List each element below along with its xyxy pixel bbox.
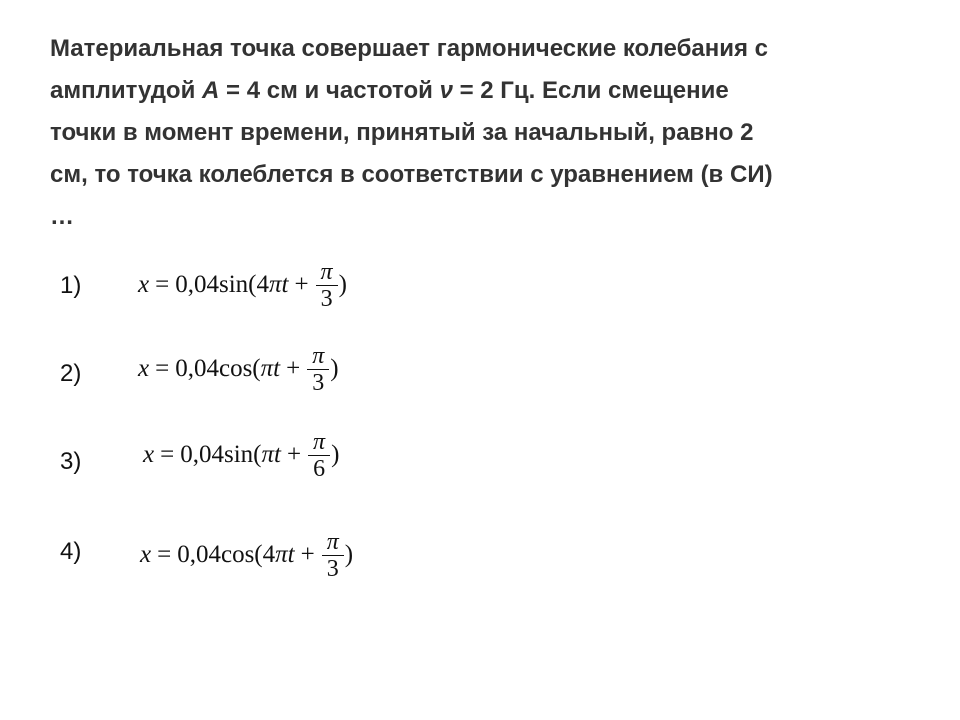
formula-pi-t: πt (260, 355, 281, 382)
question-text (50, 28, 930, 238)
formula-plus: + (286, 355, 301, 382)
option-number: 3) (60, 448, 82, 475)
formula-amplitude: 0,04 (177, 541, 221, 568)
formula-coefficient: 4 (256, 271, 269, 298)
formula-pi-t: πt (268, 271, 289, 298)
frequency-symbol: ν (439, 77, 453, 104)
question-line-2-part-c: = 2 Гц. Если смещение (452, 77, 729, 104)
answer-option-2[interactable] (0, 332, 960, 412)
answer-option-4[interactable] (0, 512, 960, 592)
question-line-4: см, то точка колеблется в соответствии с уравнением (в СИ) (50, 161, 773, 188)
formula-equals: = (160, 441, 175, 468)
formula-function: sin( (223, 441, 262, 468)
formula-equals: = (155, 355, 170, 382)
question-line-2 (50, 70, 930, 112)
question-line-1: Материальная точка совершает гармонические колебания с (50, 35, 769, 62)
option-formula (140, 520, 353, 590)
formula-function: sin( (218, 271, 257, 298)
formula-plus: + (294, 271, 309, 298)
question-line-3: точки в момент времени, принятый за начальный, равно 2 (50, 119, 754, 146)
formula-pi-t: πt (261, 441, 281, 468)
formula-lhs: x (138, 355, 150, 382)
formula-equals: = (157, 541, 172, 568)
formula-lhs: x (143, 441, 155, 468)
formula-function: cos( (218, 355, 261, 382)
formula-fraction (308, 429, 330, 482)
formula-lhs: x (138, 271, 150, 298)
formula-fraction (307, 343, 329, 396)
formula-amplitude: 0,04 (175, 271, 219, 298)
formula-close-paren: ) (338, 271, 347, 298)
formula-close-paren: ) (344, 541, 354, 568)
question-line-5: … (50, 203, 74, 230)
formula-amplitude: 0,04 (175, 355, 219, 382)
formula-plus: + (300, 541, 315, 568)
option-number: 4) (60, 538, 82, 565)
formula-fraction (322, 529, 344, 582)
fraction-denominator: 3 (326, 555, 339, 582)
option-number: 1) (60, 272, 82, 299)
fraction-denominator: 3 (320, 285, 333, 312)
question-line-2-part-a: амплитудой (50, 77, 203, 104)
answer-option-1[interactable] (0, 244, 960, 324)
fraction-numerator: π (326, 528, 339, 555)
formula-equals: = (155, 271, 170, 298)
option-number: 2) (60, 360, 82, 387)
formula-close-paren: ) (331, 441, 340, 468)
formula-amplitude: 0,04 (180, 441, 224, 468)
formula-coefficient: 4 (262, 541, 276, 568)
option-formula (143, 420, 339, 490)
formula-plus: + (286, 441, 302, 468)
fraction-numerator: π (320, 258, 333, 285)
option-formula (138, 334, 339, 404)
formula-close-paren: ) (330, 355, 339, 382)
fraction-numerator: π (312, 342, 325, 369)
fraction-denominator: 3 (312, 369, 325, 396)
amplitude-symbol: A (202, 77, 220, 104)
formula-fraction (316, 259, 338, 312)
fraction-denominator: 6 (313, 455, 326, 482)
formula-function: cos( (220, 541, 263, 568)
option-formula (138, 250, 347, 320)
question-line-2-part-b: = 4 см и частотой (219, 77, 440, 104)
formula-pi-t: πt (275, 541, 295, 568)
fraction-numerator: π (313, 428, 326, 455)
formula-lhs: x (140, 541, 152, 568)
answer-option-3[interactable] (0, 420, 960, 500)
